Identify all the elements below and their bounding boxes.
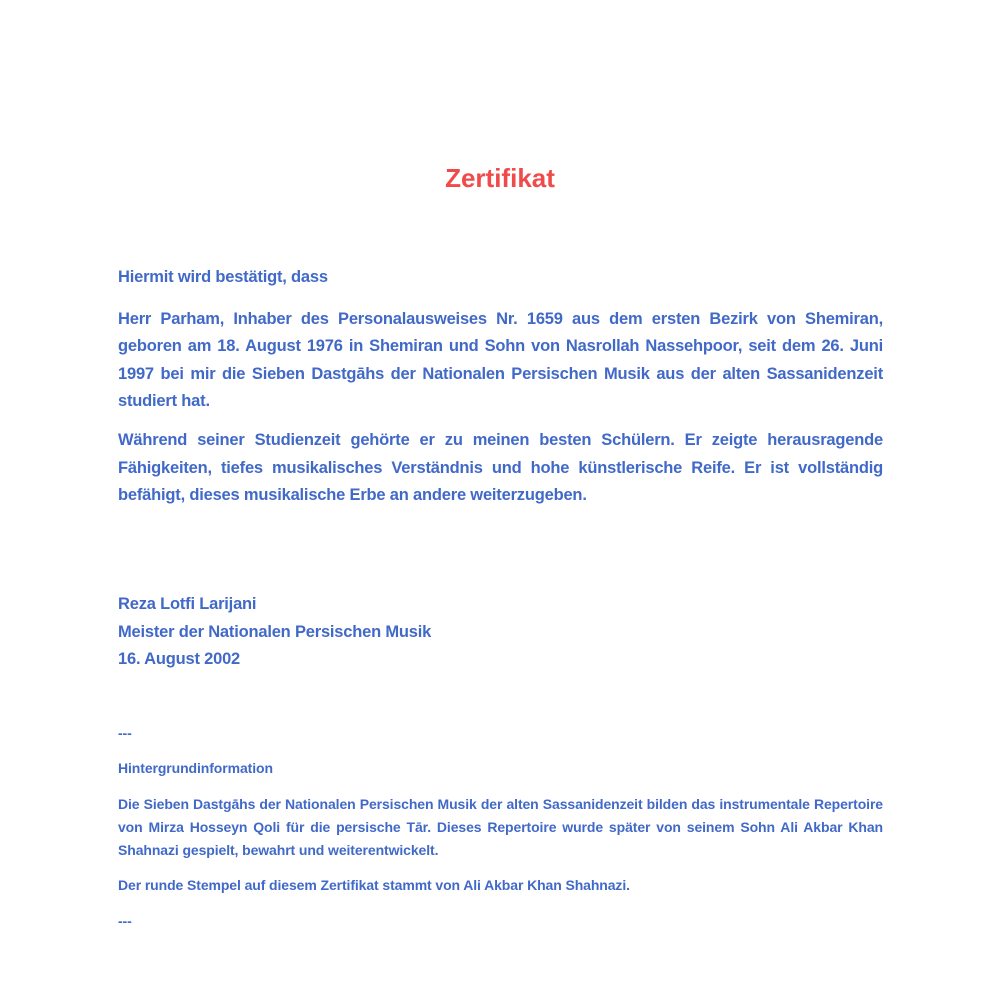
signature-date: 16. August 2002	[118, 650, 241, 669]
separator: ---	[118, 913, 132, 929]
background-section	[118, 722, 883, 933]
certificate-title: Zertifikat	[445, 163, 555, 193]
signature-block	[118, 591, 883, 674]
background-paragraph: Der runde Stempel auf diesem Zertifikat stammt von Ali Akbar Khan Shahnazi.	[118, 877, 630, 893]
body-paragraph: Während seiner Studienzeit gehörte er zu meinen besten Schülern. Er zeigte herausragende Fähigkeiten, tiefes musikalisches Verständnis und hohe künstlerische Reife. Er ist vollständig befähigt, dieses musikalische Erbe an andere weiterzugeben.	[118, 430, 883, 505]
background-heading: Hintergrundinformation	[118, 760, 273, 776]
body-paragraph: Herr Parham, Inhaber des Personalausweises Nr. 1659 aus dem ersten Bezirk von Shemiran, geboren am 18. August 1976 in Shemiran und Sohn von Nasrollah Nassehpoor, seit dem 26. Juni 1997 bei mir die Sieben Dastgāhs der Nationalen Persischen Musik aus der alten Sassanidenzeit studiert hat.	[118, 309, 883, 411]
intro-text: Hiermit wird bestätigt, dass	[118, 268, 328, 286]
signature-name: Reza Lotfi Larijani	[118, 595, 257, 613]
separator: ---	[118, 725, 132, 741]
background-paragraph: Die Sieben Dastgāhs der Nationalen Persischen Musik der alten Sassanidenzeit bilden das instrumentale Repertoire von Mirza Hosseyn Qoli für die persische Tār. Dieses Repertoire wurde später von seinem Sohn Ali Akbar Khan Shahnazi gespielt, bewahrt und weiterentwickelt.	[118, 796, 883, 858]
certificate-body	[118, 264, 883, 510]
signature-role: Meister der Nationalen Persischen Musik	[118, 622, 432, 641]
